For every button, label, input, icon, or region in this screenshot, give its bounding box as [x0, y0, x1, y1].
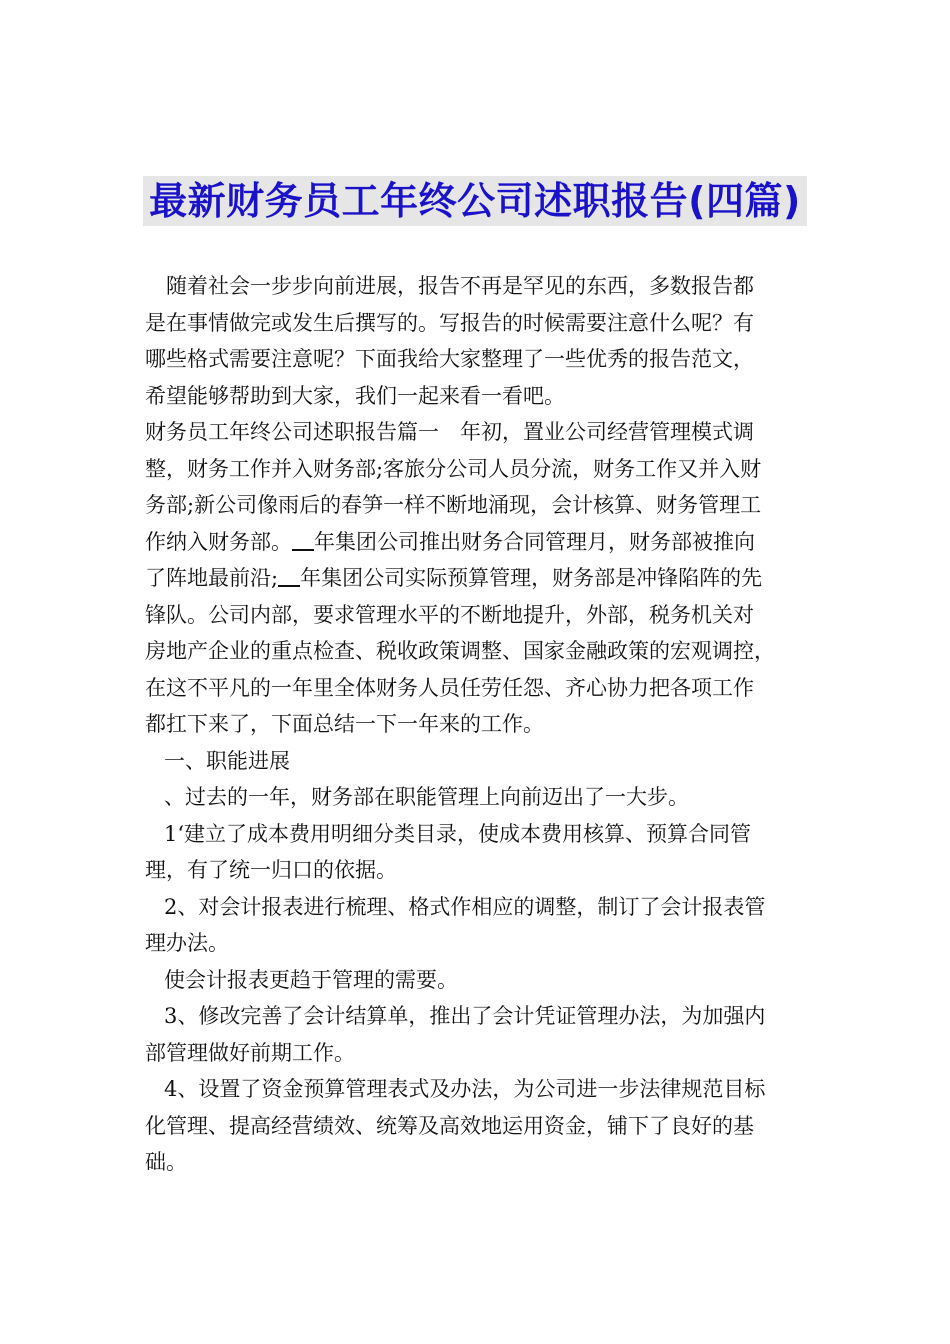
section-heading: 一、职能进展: [164, 748, 290, 773]
blank-underline: [278, 565, 300, 587]
paragraph-line: [145, 560, 820, 597]
paragraph-line: 锋队。公司内部，要求管理水平的不断地提升，外部，税务机关对: [145, 602, 754, 627]
line-segment: 年集团公司实际预算管理，财务部是冲锋陷阵的先: [300, 566, 763, 590]
paragraph-line: 化管理、提高经营绩效、统筹及高效地运用资金，铺下了良好的基: [145, 1113, 754, 1138]
paragraph-line: 随着社会一步步向前进展，报告不再是罕见的东西，多数报告都: [166, 274, 754, 298]
list-item: 4、设置了资金预算管理表式及办法，为公司进一步法律规范目标: [164, 1077, 766, 1101]
paragraph-line: 理，有了统一归口的依据。: [145, 858, 397, 882]
paragraph-line: 希望能够帮助到大家，我们一起来看一看吧。: [145, 383, 565, 408]
document-title: 最新财务员工年终公司述职报告(四篇): [143, 176, 807, 226]
paragraph-line: 理办法。: [145, 931, 229, 955]
paragraph-line: 务部;新公司像雨后的春笋一样不断地涌现，会计核算、财务管理工: [145, 493, 762, 517]
paragraph-line: 财务员工年终公司述职报告篇一 年初，置业公司经营管理模式调: [145, 420, 754, 444]
paragraph-line: 是在事情做完或发生后撰写的。写报告的时候需要注意什么呢？有: [145, 310, 754, 335]
document-body: [145, 268, 820, 1181]
list-item: 3、修改完善了会计结算单，推出了会计凭证管理办法，为加强内: [164, 1004, 766, 1028]
line-segment: 了阵地最前沿;: [145, 566, 279, 590]
line-segment: 年集团公司推出财务合同管理月，财务部被推向: [314, 529, 755, 554]
paragraph-line: 部管理做好前期工作。: [145, 1040, 355, 1065]
title-container: [0, 176, 950, 226]
paragraph-line: 、过去的一年，财务部在职能管理上向前迈出了一大步。: [164, 785, 689, 809]
list-item: 2、对会计报表进行梳理、格式作相应的调整，制订了会计报表管: [164, 894, 766, 919]
paragraph-line: 在这不平凡的一年里全体财务人员任劳任怨、齐心协力把各项工作: [145, 675, 754, 700]
paragraph-line: 哪些格式需要注意呢？下面我给大家整理了一些优秀的报告范文，: [145, 347, 754, 371]
paragraph-line: 础。: [145, 1150, 187, 1174]
blank-underline: [292, 529, 314, 551]
paragraph-line: [145, 524, 820, 561]
paragraph-line: 都扛下来了，下面总结一下一年来的工作。: [145, 712, 544, 736]
paragraph-line: 使会计报表更趋于管理的需要。: [164, 967, 458, 992]
line-segment: 作纳入财务部。: [145, 529, 292, 554]
list-item: 1‘建立了成本费用明细分类目录，使成本费用核算、预算合同管: [164, 821, 752, 846]
paragraph-line: 整，财务工作并入财务部;客旅分公司人员分流，财务工作又并入财: [145, 456, 762, 481]
paragraph-line: 房地产企业的重点检查、税收政策调整、国家金融政策的宏观调控，: [145, 639, 775, 663]
